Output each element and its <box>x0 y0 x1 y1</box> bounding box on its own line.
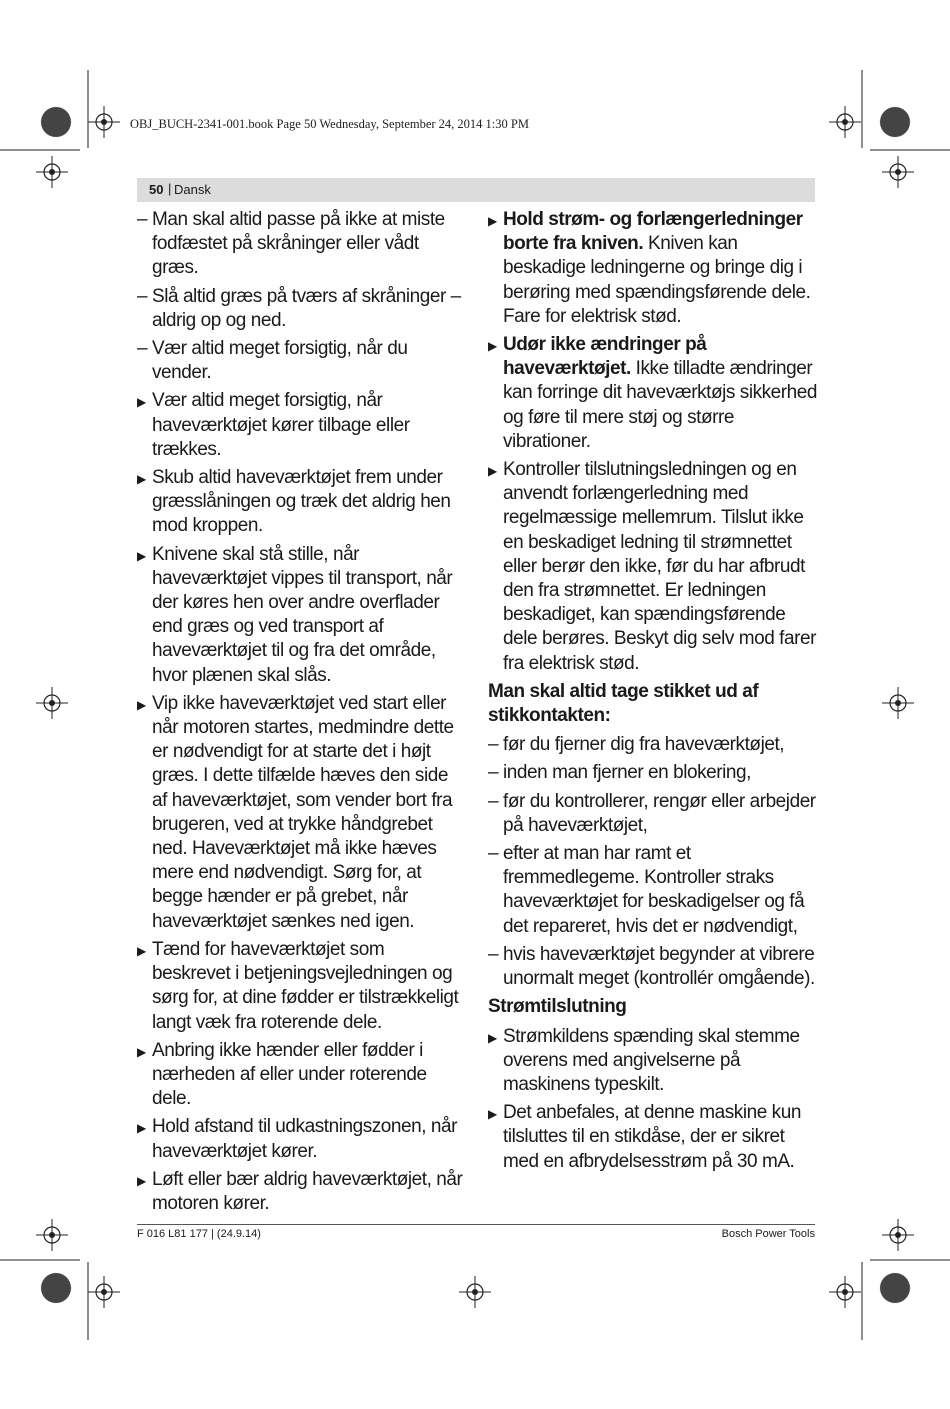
list-item: ▶ Vip ikke haveværktøjet ved start eller når motoren startes, medmindre dette er nødvendigt for at starte det i højt græs. I dette tilfælde hæves den side af haveværktøjet, som vender bort fra brugeren, ved at trykke håndgrebet ned. Haveværktøjet må ikke hæves mere end nødvendigt. Sørg for, at begge hænder er på grebet, når haveværktøjet sænkes ned igen. <box>137 692 454 932</box>
list-item: ▶ Hold afstand til udkastningszonen, når haveværktøjet kører. <box>137 1116 458 1162</box>
right-column <box>488 208 818 1178</box>
footer-rule <box>137 1224 815 1225</box>
registration-mark-icon <box>882 1219 914 1251</box>
list-item: – Slå altid græs på tværs af skråninger – aldrig op og ned. <box>137 285 461 331</box>
footer-doc-number: F 016 L81 177 | (24.9.14) <box>137 1228 261 1240</box>
header-separator: | <box>168 181 172 196</box>
registration-mark-icon <box>882 156 914 188</box>
section-heading: Strømtilslutning <box>488 996 627 1018</box>
registration-mark-icon <box>36 156 68 188</box>
list-item: – hvis haveværktøjet begynder at vibrere unormalt meget (kontrollér omgående). <box>488 943 815 990</box>
page-header <box>137 178 815 202</box>
registration-dial-icon <box>880 1273 910 1303</box>
warning-item: ▶ Hold strøm- og forlængerledninger borte fra kniven. Kniven kan beskadige ledningerne og bringe dig i berøring med spændingsførende dele. Fare for elektrisk stød. <box>488 209 811 327</box>
section-heading: Man skal altid tage stikket ud af stikkontakten: <box>488 680 759 727</box>
print-slug: OBJ_BUCH-2341-001.book Page 50 Wednesday, September 24, 2014 1:30 PM <box>130 117 529 131</box>
list-item: ▶ Løft eller bær aldrig haveværktøjet, når motoren kører. <box>137 1168 463 1214</box>
list-item: – før du kontrollerer, rengør eller arbejder på haveværktøjet, <box>488 790 816 836</box>
registration-mark-icon <box>36 687 68 719</box>
list-item: ▶ Skub altid haveværktøjet frem under græsslåningen og træk det aldrig hen mod kroppen. <box>137 467 451 537</box>
warning-item: ▶ Kontroller tilslutningsledningen og en anvendt forlængerledning med regelmæssige mellemrum. Tilslut ikke en beskadiget ledning til strømnettet eller berør den ikke, før du har afbrudt den fra strømnettet. Er ledningen beskadiget, kan spændingsførende dele berøres. Beskyt dig selv mod farer fra elektrisk stød. <box>488 459 816 674</box>
registration-mark-icon <box>88 106 120 138</box>
list-item: ▶ Strømkildens spænding skal stemme overens med angivelserne på maskinens typeskilt. <box>488 1025 800 1095</box>
list-item: ▶ Anbring ikke hænder eller fødder i nærheden af eller under roterende dele. <box>137 1039 427 1110</box>
list-item: ▶ Tænd for haveværktøjet som beskrevet i betjeningsvejledningen og sørg for, at dine fødder er tilstrækkeligt langt væk fra roterende dele. <box>137 938 459 1033</box>
registration-dial-icon <box>880 107 910 137</box>
list-item: – Man skal altid passe på ikke at miste fodfæstet på skråninger eller vådt græs. <box>137 209 445 279</box>
left-column <box>137 208 467 1220</box>
registration-mark-icon <box>36 1219 68 1251</box>
list-item: – før du fjerner dig fra haveværktøjet, <box>488 734 785 756</box>
list-item: – efter at man har ramt et fremmedlegeme. Kontroller straks haveværktøjet for beskadigelser og få det repareret, hvis det er nødvendigt, <box>488 843 805 937</box>
list-item: ▶ Knivene skal stå stille, når haveværktøjet vippes til transport, når der køres hen over andre overflader end græs og ved transport af haveværktøjet til og fra det område, hvor plænen skal slås. <box>137 543 453 686</box>
registration-mark-icon <box>882 687 914 719</box>
registration-dial-icon <box>41 1273 71 1303</box>
list-item: ▶ Vær altid meget forsigtig, når haveværktøjet kører tilbage eller trækkes. <box>137 390 410 460</box>
footer-brand: Bosch Power Tools <box>721 1228 815 1240</box>
registration-mark-icon <box>459 1276 491 1308</box>
list-item: – Vær altid meget forsigtig, når du vender. <box>137 338 408 384</box>
registration-mark-icon <box>829 1276 861 1308</box>
registration-mark-icon <box>829 106 861 138</box>
page-number: 50 <box>149 182 164 197</box>
list-item: – inden man fjerner en blokering, <box>488 762 751 784</box>
language-label: Dansk <box>174 182 211 197</box>
registration-mark-icon <box>88 1276 120 1308</box>
warning-item: ▶ Udør ikke ændringer på haveværktøjet. Ikke tilladte ændringer kan forringe dit haveværktøjs sikkerhed og føre til mere støj og større vibrationer. <box>488 334 818 452</box>
list-item: ▶ Det anbefales, at denne maskine kun tilsluttes til en stikdåse, der er sikret med en afbrydelsesstrøm på 30 mA. <box>488 1102 801 1172</box>
registration-dial-icon <box>41 107 71 137</box>
